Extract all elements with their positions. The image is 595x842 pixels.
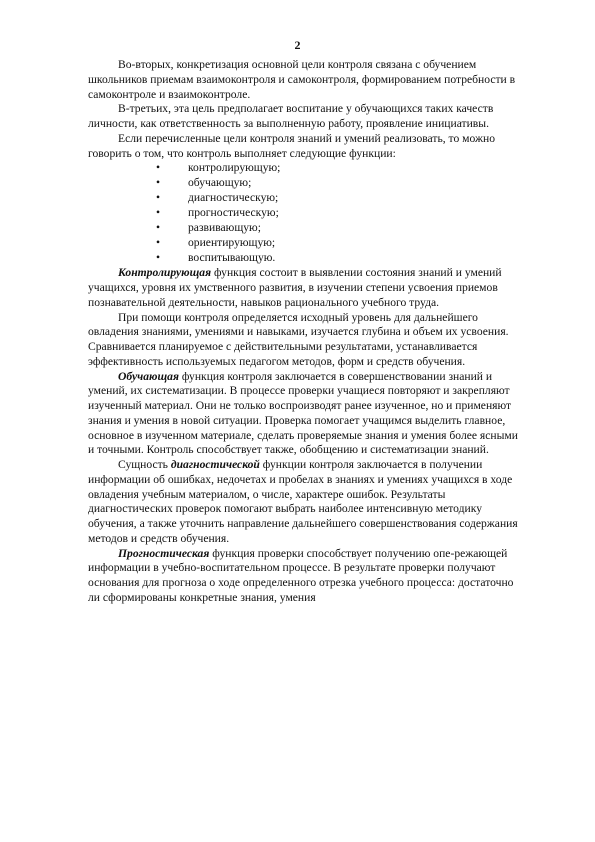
bullet-marker: • [156,221,161,235]
paragraph-third-goal: В-третьих, эта цель предполагает воспитание у обучающихся таких качеств личности, как ответственность за выполненную работу, проявление инициативы. [88,102,494,130]
bullet-marker: • [156,191,161,205]
paragraph-text: функция контроля заключается в совершенствовании знаний и умений, их систематизации. В процессе проверки учащиеся повторяют и закрепляют изученный материал. Они не только воспроизводят ранее изученное, но и применяют знания и умения в новой ситуации. Проверка помогает учащимся выделить главное, основное в изученном материале, сделать проверяемые знания и умения более ясными и точными. Контроль способствует также, обобщению и систематизации знаний. [88,369,518,457]
paragraph-text: функции контроля заключается в получении информации об ошибках, недочетах и пробелах в знаниях и умениях учащихся в ходе овладения учебным материалом, о числе, характере ошибок. Результаты диагностических проверок помогают выбрать наиболее интенсивную методику обучения, а также уточнить направление дальнейшего совершенствования содержания методов и средств обучения. [88,458,518,545]
list-item-text: обучающую; [188,176,252,190]
list-item-text: развивающую; [188,221,261,235]
list-item-text: ориентирующую; [188,236,276,250]
bullet-marker: • [156,176,161,190]
list-item-text: воспитывающую. [188,251,276,265]
paragraph-second-goal: Во-вторых, конкретизация основной цели контроля связана с обучением школьников приемам взаимоконтроля и самоконтроля, формированием потребности в самоконтроле и взаимоконтроле. [88,58,516,101]
list-item [88,161,518,176]
page-number: 2 [294,38,301,52]
list-item [88,236,518,251]
term-prognostic: Прогностическая [118,546,210,560]
list-item-text: прогностическую; [188,206,279,220]
list-item [88,176,518,191]
bullet-marker: • [156,206,161,220]
bullet-marker: • [156,251,161,265]
functions-list [88,161,518,266]
term-diagnostic: диагностической [170,458,260,471]
bullet-marker: • [156,161,161,175]
paragraph-prefix: Сущность [118,458,171,471]
paragraph-controlling-function [88,266,518,310]
paragraph-teaching-function [88,370,518,459]
paragraph-functions-intro: Если перечисленные цели контроля знаний и умений реализовать, то можно говорить о том, что контроль выполняет следующие функции: [88,131,496,160]
list-item-text: диагностическую; [188,191,279,205]
paragraph-initial-level: При помощи контроля определяется исходный уровень для дальнейшего овладения знаниями, умениями и навыками, изучается глубина и объем их усвоения. Сравнивается планируемое с действительными результатами, устанавливается эффективность используемых педагогом методов, форм и средств обучения. [88,310,509,368]
list-item [88,206,518,221]
list-item [88,221,518,236]
list-item-text: контролирующую; [188,161,281,175]
list-item [88,251,518,266]
paragraph-text: функция состоит в выявлении состояния знаний и умений учащихся, уровня их умственного развития, в изучении степени усвоения приемов познавательной деятельности, навыков рационального учебного труда. [88,266,502,309]
bullet-marker: • [156,236,161,250]
term-controlling: Контролирующая [118,266,212,280]
term-teaching: Обучающая [118,369,179,383]
paragraph-diagnostic-function [88,458,518,547]
paragraph-prognostic-function [88,547,518,606]
list-item [88,191,518,206]
document-body [88,58,518,606]
paragraph-text: функция проверки способствует получению опе-режающей информации в учебно-воспитательном процессе. В результате проверки получают основания для прогноза о ходе определенного отрезка учебного процесса: достаточно ли сформированы конкретные знания, умения [88,546,514,604]
